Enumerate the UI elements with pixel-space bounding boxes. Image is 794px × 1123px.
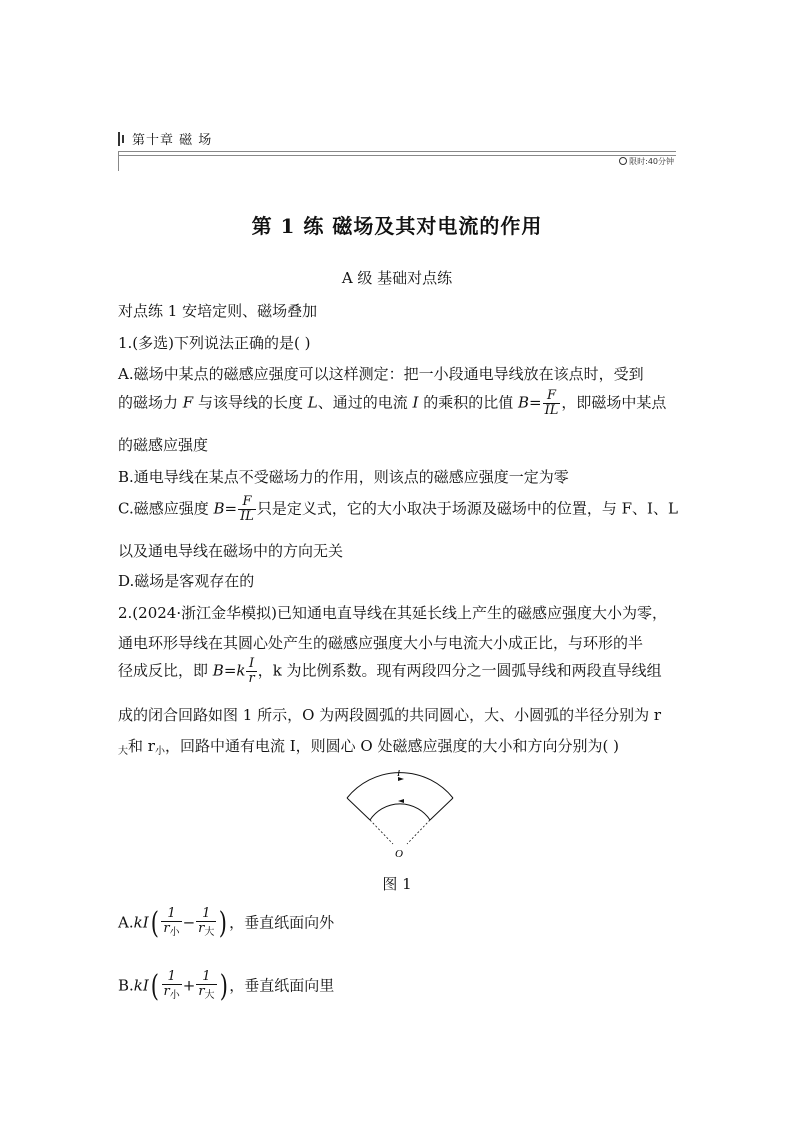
chapter-title: 第十章 磁 场 xyxy=(132,133,213,148)
clock-icon xyxy=(619,157,627,165)
var-B: B xyxy=(212,661,224,680)
time-limit-text: 限时:40分钟 xyxy=(629,157,674,166)
q2-line5 xyxy=(118,735,619,757)
header-mark xyxy=(118,132,120,146)
denominator xyxy=(196,985,216,1003)
var-r: r xyxy=(198,984,205,999)
chapter-header xyxy=(118,126,676,170)
text: 的磁场力 xyxy=(118,393,183,412)
var-B: B xyxy=(517,393,530,412)
q2-line4: 成的闭合回路如图 1 所示，O 为两段圆弧的共同圆心，大、小圆弧的半径分别为 r xyxy=(118,706,662,724)
numerator: 1 xyxy=(162,970,182,985)
section-heading: 对点练 1 安培定则、磁场叠加 xyxy=(118,302,318,320)
var-r: r xyxy=(163,984,170,999)
fraction-F-over-IL xyxy=(543,389,561,418)
numerator: 1 xyxy=(161,907,181,922)
fraction-1-over-r-large xyxy=(196,970,216,1003)
operator: + xyxy=(182,976,196,995)
direction-text: ，垂直纸面向里 xyxy=(229,976,335,995)
subscript: 小 xyxy=(154,746,165,757)
var-B: B xyxy=(213,499,225,518)
text: ，k 为比例系数。现有两段四分之一圆弧导线和两段直导线组 xyxy=(257,661,662,680)
fraction-I-over-r xyxy=(246,657,256,686)
q1-option-d: D.磁场是客观存在的 xyxy=(118,572,255,590)
numerator: F xyxy=(238,495,256,510)
var-kI: kI xyxy=(133,913,149,932)
header-rule-side xyxy=(118,151,119,171)
numerator: I xyxy=(246,657,256,672)
fraction-F-over-IL xyxy=(238,495,256,524)
subscript: 小 xyxy=(169,927,180,938)
var-k: k xyxy=(236,661,246,680)
figure-caption: 图 1 xyxy=(382,875,412,893)
text: ，回路中通有电流 I，则圆心 O 处磁感应强度的大小和方向分别为( ) xyxy=(164,737,619,755)
text: 径成反比，即 xyxy=(118,661,213,680)
q1-option-a-line1: A.磁场中某点的磁感应强度可以这样测定：把一小段通电导线放在该点时，受到 xyxy=(118,365,644,383)
operator: − xyxy=(182,913,196,932)
option-label: B. xyxy=(118,976,134,995)
q2-option-a xyxy=(118,907,334,940)
var-kI: kI xyxy=(133,976,149,995)
denominator xyxy=(162,985,182,1003)
var-I: I xyxy=(412,393,419,412)
q1-option-b: B.通电导线在某点不受磁场力的作用，则该点的磁感应强度一定为零 xyxy=(118,468,569,486)
var-F: F xyxy=(182,393,194,412)
equals: = xyxy=(223,661,237,680)
figure-1-diagram xyxy=(340,770,460,860)
fraction-1-over-r-large xyxy=(196,907,216,940)
q2-option-b xyxy=(118,970,334,1003)
right-straight-wire xyxy=(430,798,453,820)
subscript: 大 xyxy=(204,990,215,1001)
label-O: O xyxy=(395,848,403,860)
text: 只是定义式，它的大小取决于场源及磁场中的位置，与 F、I、L xyxy=(256,499,678,518)
denominator xyxy=(196,922,216,940)
var-L: L xyxy=(307,393,318,412)
header-rule-bottom xyxy=(118,155,676,156)
right-paren: ) xyxy=(219,968,228,1004)
text: 和 r xyxy=(128,737,155,755)
q1-stem: 1.(多选)下列说法正确的是( ) xyxy=(118,334,311,352)
left-paren: ( xyxy=(150,968,159,1004)
left-paren: ( xyxy=(150,905,159,941)
denominator: IL xyxy=(544,403,559,418)
header-mark-2 xyxy=(122,135,124,143)
current-arrow-icon xyxy=(398,799,404,803)
q2-line3 xyxy=(118,657,662,686)
right-dashed-radius xyxy=(407,820,430,844)
text: 的乘积的比值 xyxy=(418,393,518,412)
header-rule-top xyxy=(118,151,676,152)
text: C.磁感应强度 xyxy=(118,499,214,518)
q2-line2: 通电环形导线在其圆心处产生的磁感应强度大小与电流大小成正比，与环形的半 xyxy=(118,634,644,652)
var-r: r xyxy=(198,921,205,936)
right-paren: ) xyxy=(219,905,228,941)
denominator: r xyxy=(248,671,255,686)
direction-text: ，垂直纸面向外 xyxy=(229,913,335,932)
q1-option-a-line2 xyxy=(118,389,666,418)
equals: = xyxy=(529,393,542,412)
time-limit xyxy=(619,156,674,167)
numerator: F xyxy=(543,389,561,404)
text: 与该导线的长度 xyxy=(193,393,308,412)
small-arc xyxy=(370,804,430,820)
denominator xyxy=(161,922,181,940)
var-r: r xyxy=(163,921,170,936)
fraction-1-over-r-small xyxy=(161,907,181,940)
numerator: 1 xyxy=(196,970,216,985)
level-heading: A 级 基础对点练 xyxy=(341,269,453,287)
equals: = xyxy=(224,499,238,518)
q1-option-c-line2: 以及通电导线在磁场中的方向无关 xyxy=(118,542,344,560)
left-dashed-radius xyxy=(370,820,393,844)
subscript: 小 xyxy=(169,990,180,1001)
q2-line1: 2.(2024·浙江金华模拟)已知通电直导线在其延长线上产生的磁感应强度大小为零， xyxy=(118,604,667,622)
subscript: 大 xyxy=(204,927,215,938)
page-title: 第 1 练 磁场及其对电流的作用 xyxy=(251,214,543,238)
q1-option-a-line3: 的磁感应强度 xyxy=(118,436,209,454)
left-straight-wire xyxy=(347,798,370,820)
denominator: IL xyxy=(240,509,254,524)
subscript: 大 xyxy=(118,746,128,757)
label-I: I xyxy=(397,770,401,779)
text: ，即磁场中某点 xyxy=(561,393,667,412)
numerator: 1 xyxy=(196,907,216,922)
q1-option-c-line1 xyxy=(118,495,678,524)
option-label: A. xyxy=(118,913,134,932)
text: 、通过的电流 xyxy=(317,393,413,412)
fraction-1-over-r-small xyxy=(162,970,182,1003)
